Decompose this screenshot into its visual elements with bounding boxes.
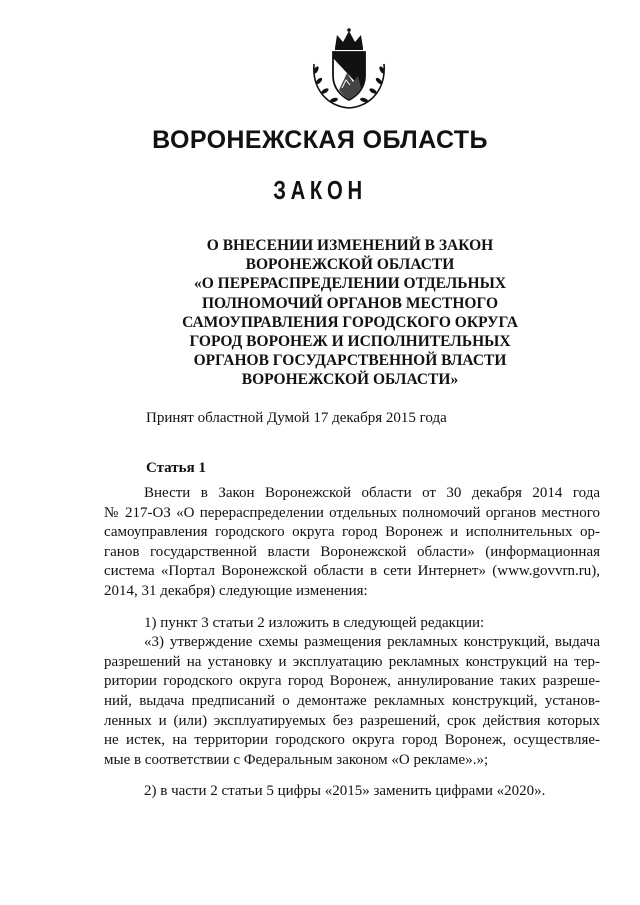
- title-line: «О ПЕРЕРАСПРЕДЕЛЕНИИ ОТДЕЛЬНЫХ: [193, 275, 507, 293]
- body-line: ритории городского округа город Воронеж, аннулирование таких разреше-: [104, 673, 600, 690]
- body-line: ленных и (или) эксплуатируемых без разрешений, срок действия которых: [104, 712, 600, 729]
- title-line: ГОРОД ВОРОНЕЖ И ИСПОЛНИТЕЛЬНЫХ: [189, 333, 511, 351]
- body-line: 2) в части 2 статьи 5 цифры «2015» заменить цифрами «2020».: [144, 783, 546, 800]
- article-body: [104, 484, 600, 802]
- body-line: 2014, 31 декабря) следующие изменения:: [104, 582, 368, 599]
- document-type: ЗАКОН: [273, 175, 367, 205]
- title-line: ВОРОНЕЖСКОЙ ОБЛАСТИ: [245, 256, 455, 274]
- body-line: Внести в Закон Воронежской области от 30 декабря 2014 года: [144, 485, 600, 501]
- region-name: ВОРОНЕЖСКАЯ ОБЛАСТЬ: [152, 126, 488, 154]
- title-line: САМОУПРАВЛЕНИЯ ГОРОДСКОГО ОКРУГА: [182, 313, 518, 331]
- article-heading: Статья 1: [146, 460, 206, 476]
- title-line: ВОРОНЕЖСКОЙ ОБЛАСТИ»: [241, 371, 459, 389]
- body-line: система «Портал Воронежской области в сети Интернет» (www.govvrn.ru),: [104, 563, 600, 580]
- body-line: не истек, на территории городского округа город Воронеж, осуществляе-: [104, 732, 600, 749]
- body-line: самоуправления городского округа город Воронеж и исполнительных ор-: [104, 524, 600, 541]
- body-line: ганов государственной власти Воронежской области» (информационная: [104, 543, 600, 560]
- law-title: [160, 236, 540, 390]
- title-line: О ВНЕСЕНИИ ИЗМЕНЕНИЙ В ЗАКОН: [206, 237, 494, 254]
- body-line: 1) пункт 3 статьи 2 изложить в следующей редакции:: [144, 614, 485, 631]
- body-line: «3) утверждение схемы размещения рекламных конструкций, выдача: [144, 634, 600, 651]
- body-line: № 217-ОЗ «О перераспределении отдельных полномочий органов местного: [104, 504, 600, 521]
- body-line: разрешений на установку и эксплуатацию рекламных конструкций на тер-: [104, 653, 600, 670]
- coat-of-arms-icon: [306, 26, 392, 112]
- body-line: мые в соответствии с Федеральным законом «О рекламе».»;: [104, 751, 489, 768]
- body-line: ний, выдача предписаний о демонтаже рекламных конструкций, установ-: [104, 692, 600, 709]
- title-line: ОРГАНОВ ГОСУДАРСТВЕННОЙ ВЛАСТИ: [193, 352, 507, 370]
- adoption-date: Принят областной Думой 17 декабря 2015 года: [146, 410, 447, 426]
- title-line: ПОЛНОМОЧИЙ ОРГАНОВ МЕСТНОГО: [201, 294, 499, 312]
